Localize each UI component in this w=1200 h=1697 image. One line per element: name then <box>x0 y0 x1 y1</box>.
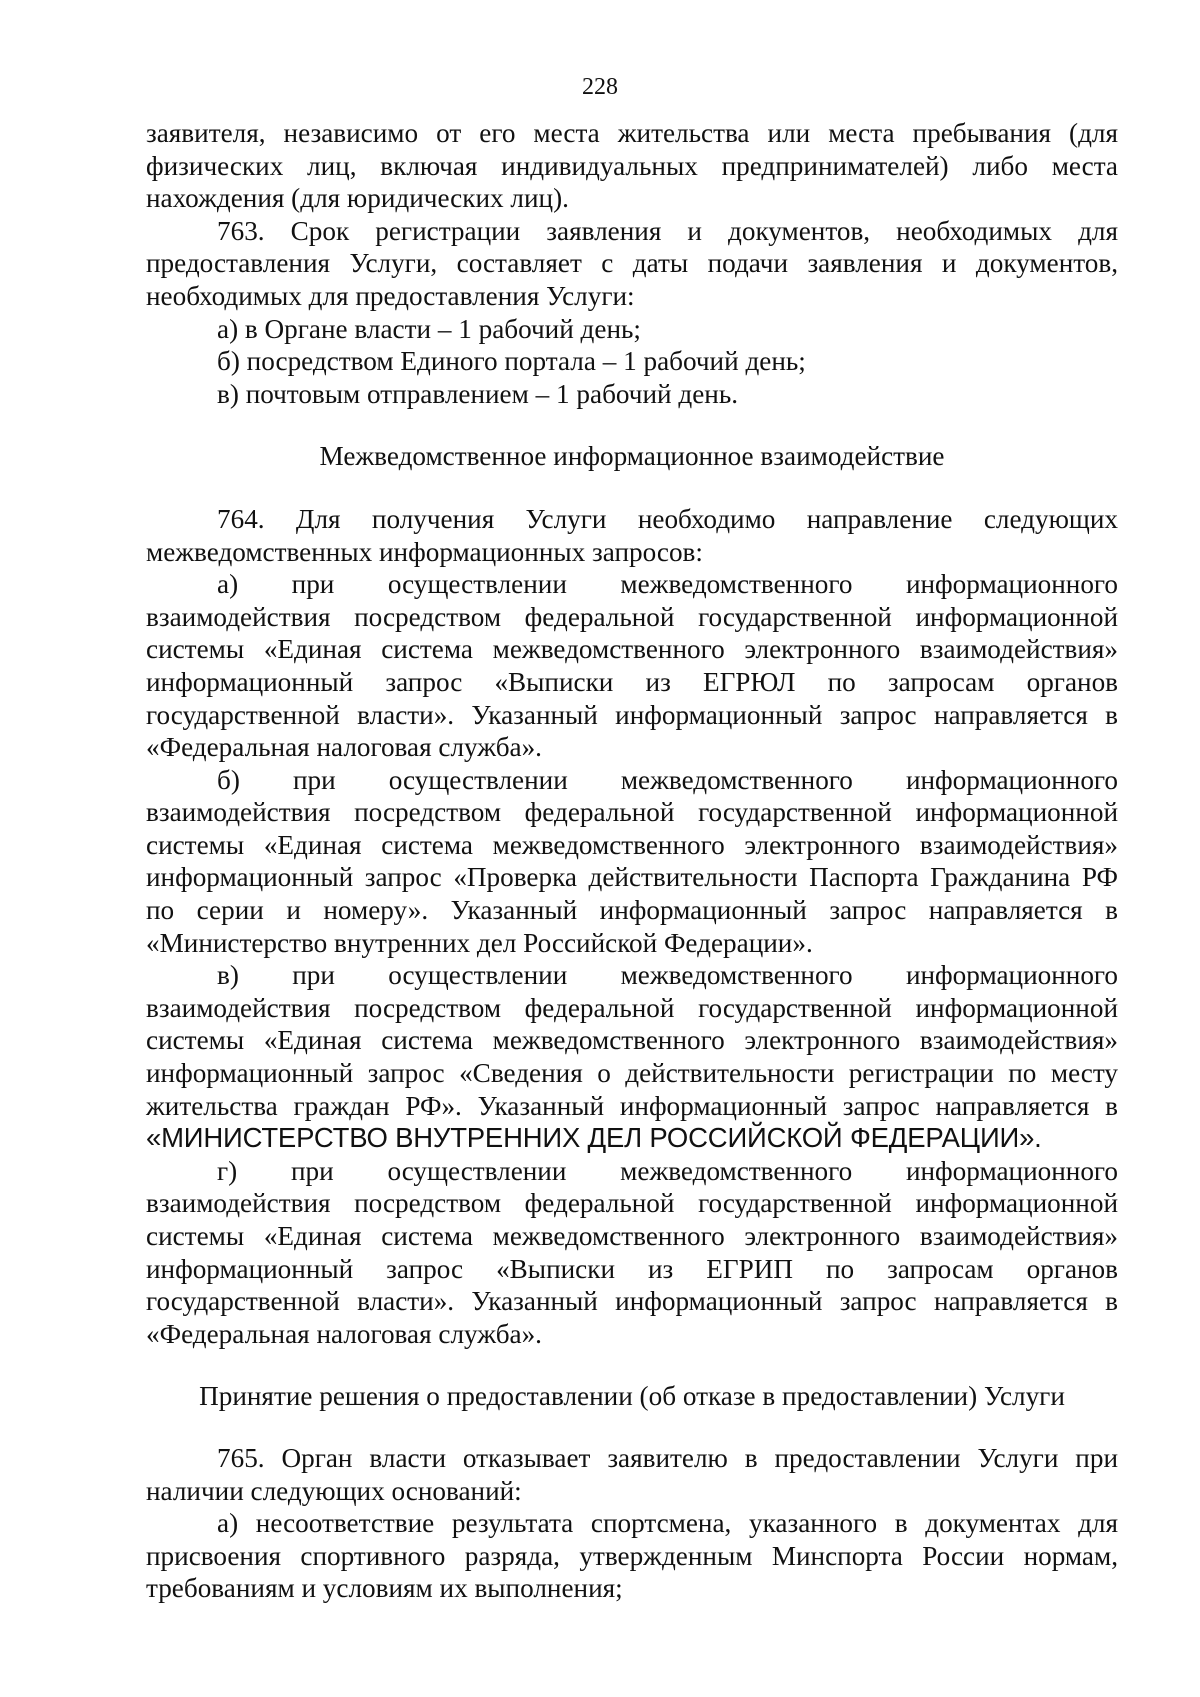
document-body <box>146 117 1118 1605</box>
section-heading-decision: Принятие решения о предоставлении (об отказе в предоставлении) Услуги <box>199 1381 1065 1412</box>
list-item-763-b: б) посредством Единого портала – 1 рабочий день; <box>217 346 806 377</box>
list-item-764-g: г) при осуществлении межведомственного информационного взаимодействия посредством федеральной государственной информационной системы «Единая система межведомственного электронного взаимодействия» информационный запрос «Выписки из ЕГРИП по запросам органов государственной власти». Указанный информационный запрос направляется в «Федеральная налоговая служба». <box>146 1155 1118 1349</box>
list-item-764-a: а) при осуществлении межведомственного информационного взаимодействия посредством федеральной государственной информационной системы «Единая система межведомственного электронного взаимодействия» информационный запрос «Выписки из ЕГРЮЛ по запросам органов государственной власти». Указанный информационный запрос направляется в «Федеральная налоговая служба». <box>146 569 1118 763</box>
paragraph-765: 765. Орган власти отказывает заявителю в предоставлении Услуги при наличии следующих оснований: <box>146 1442 1118 1506</box>
paragraph-763: 763. Срок регистрации заявления и документов, необходимых для предоставления Услуги, составляет с даты подачи заявления и документов, необходимых для предоставления Услуги: <box>146 215 1118 311</box>
page-number: 228 <box>582 74 618 100</box>
list-item-764-v <box>146 959 1118 1155</box>
list-item-763-a: а) в Органе власти – 1 рабочий день; <box>217 313 641 344</box>
list-item-764-v-caps: «МИНИСТЕРСТВО ВНУТРЕННИХ ДЕЛ РОССИЙСКОЙ ФЕДЕРАЦИИ». <box>146 1122 1042 1154</box>
paragraph-764: 764. Для получения Услуги необходимо направление следующих межведомственных информационных запросов: <box>146 503 1118 567</box>
list-item-763-v: в) почтовым отправлением – 1 рабочий день. <box>217 378 739 409</box>
list-item-764-v-text: в) при осуществлении межведомственного информационного взаимодействия посредством федеральной государственной информационной системы «Единая система межведомственного электронного взаимодействия» информационный запрос «Сведения о действительности регистрации по месту жительства граждан РФ». Указанный информационный запрос направляется в <box>146 960 1118 1121</box>
list-item-765-a: а) несоответствие результата спортсмена, указанного в документах для присвоения спортивного разряда, утвержденным Минспорта России нормам, требованиям и условиям их выполнения; <box>146 1508 1118 1604</box>
section-heading-interagency: Межведомственное информационное взаимодействие <box>319 441 945 472</box>
list-item-764-b: б) при осуществлении межведомственного информационного взаимодействия посредством федеральной государственной информационной системы «Единая система межведомственного электронного взаимодействия» информационный запрос «Проверка действительности Паспорта Гражданина РФ по серии и номеру». Указанный информационный запрос направляется в «Министерство внутренних дел Российской Федерации». <box>146 764 1118 958</box>
paragraph-continuation: заявителя, независимо от его места жительства или места пребывания (для физических лиц, включая индивидуальных предпринимателей) либо места нахождения (для юридических лиц). <box>146 118 1118 214</box>
